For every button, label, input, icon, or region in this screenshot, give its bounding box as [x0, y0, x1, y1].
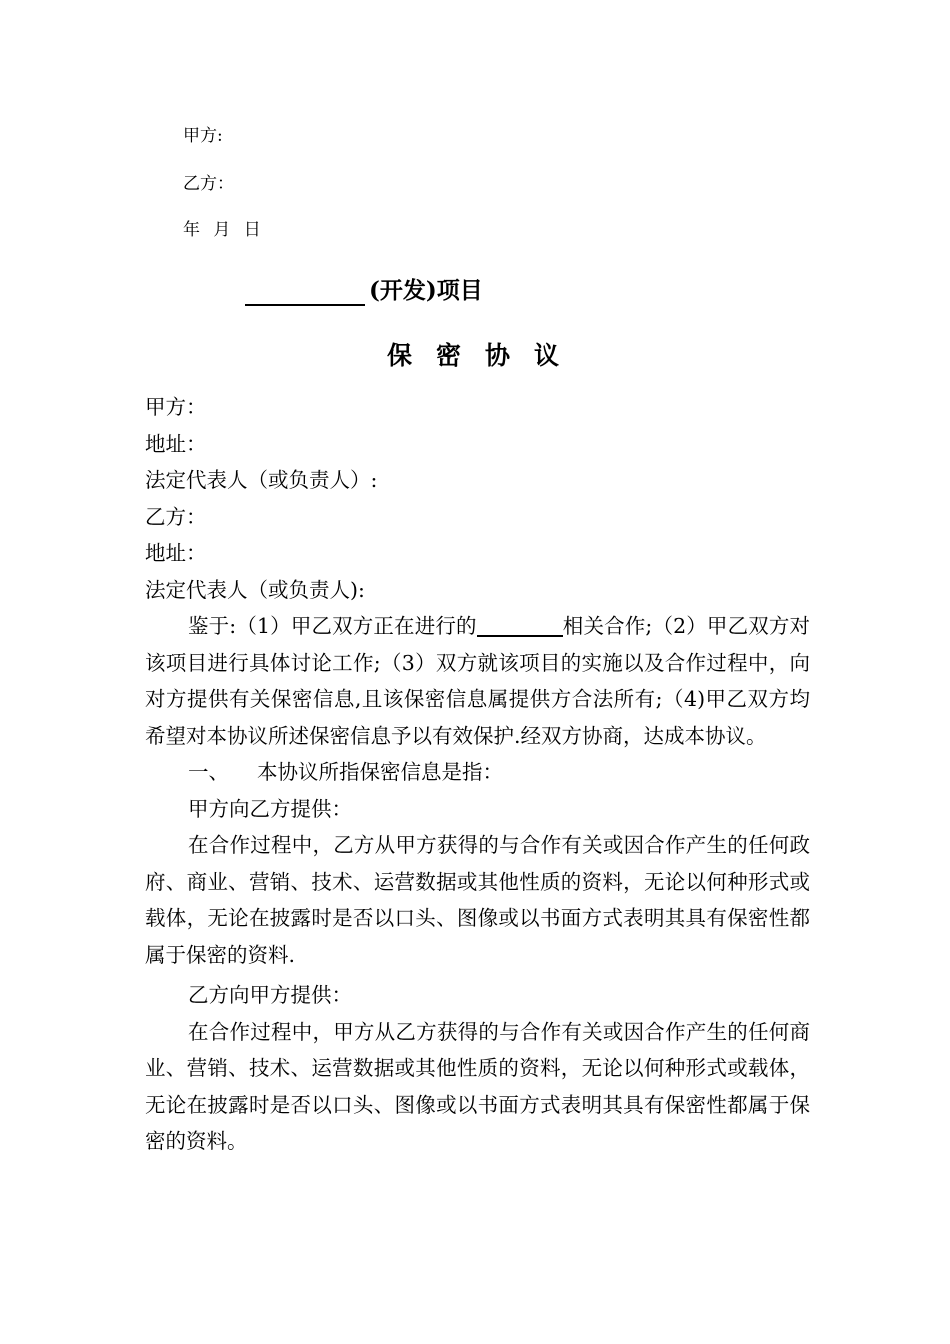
project-subtitle-text: (开发)项目: [369, 277, 483, 304]
clause-1-title: 本协议所指保密信息是指：: [257, 760, 503, 784]
b-to-a-paragraph: 在合作过程中，甲方从乙方获得的与合作有关或因合作产生的任何商业、营销、技术、运营数据或其他性质的资料，无论以何种形式或载体，无论在披露时是否以口头、图像或以书面方式表明其具有保密性都属于保密的资料。: [145, 1019, 810, 1153]
preamble-text-end: 相关合作;（2）甲乙双方对该项目进行具体讨论工作;（3）双方就该项目的实施以及合作过程中，向对方提供有关保密信息,且该保密信息属提供方合法所有;（4)甲乙双方均希望对本协议所述保密信息予以有效保护.经双方协商，达成本协议。: [145, 614, 811, 748]
clause-1-heading: [145, 754, 810, 791]
a-to-b-label: 甲方向乙方提供：: [188, 796, 352, 821]
project-subtitle: [245, 276, 483, 306]
preamble-paragraph: [145, 608, 810, 754]
party-b-label: 乙方：: [145, 504, 207, 529]
agreement-body: [145, 389, 810, 1160]
document-title: 保密协议: [386, 341, 583, 370]
party-a-representative: 法定代表人（或负责人）:: [145, 468, 378, 492]
preamble-text-start: 鉴于:（1）甲乙双方正在进行的: [188, 614, 477, 638]
a-to-b-paragraph: 在合作过程中，乙方从甲方获得的与合作有关或因合作产生的任何政府、商业、营销、技术、运营数据或其他性质的资料，无论以何种形式或载体，无论在披露时是否以口头、图像或以书面方式表明其具有保密性都属于保密的资料.: [145, 833, 810, 967]
clause-1-number: 一、: [188, 760, 229, 784]
project-name-blank: [245, 280, 365, 306]
party-b-address: 地址：: [145, 541, 207, 565]
party-b-representative: 法定代表人（或负责人):: [145, 577, 365, 602]
cover-party-b: 乙方：: [183, 174, 234, 194]
cover-date: 年 月 日: [183, 220, 265, 240]
b-to-a-label: 乙方向甲方提供：: [188, 983, 352, 1007]
cover-party-a: 甲方:: [183, 126, 223, 146]
cooperation-blank: [477, 613, 563, 637]
party-a-address: 地址：: [145, 431, 207, 456]
party-a-label: 甲方：: [145, 395, 207, 419]
